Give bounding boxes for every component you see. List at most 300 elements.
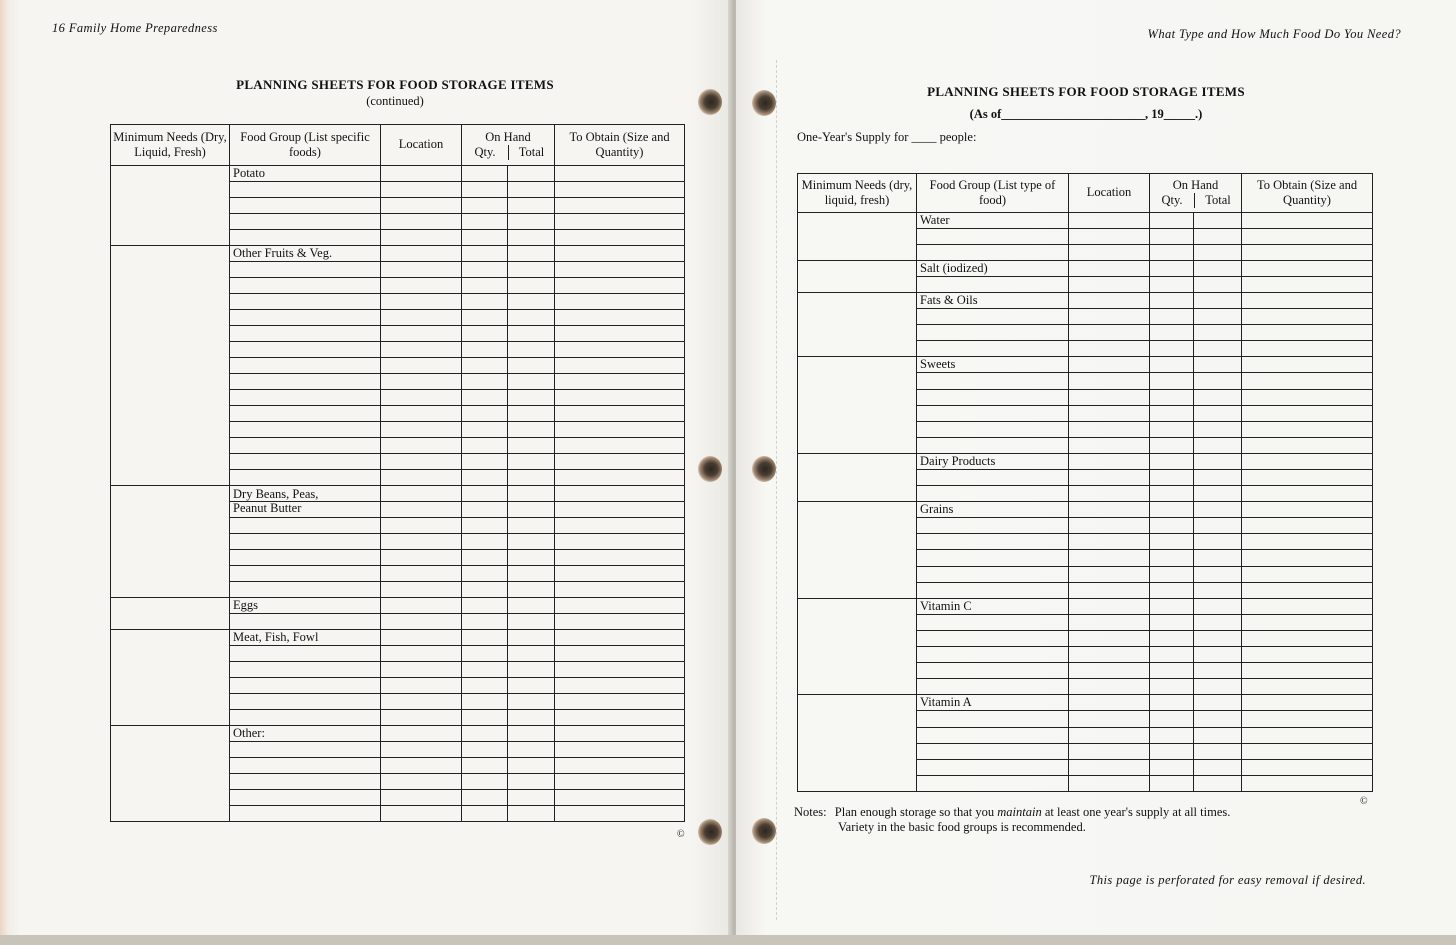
to-obtain-cell[interactable] xyxy=(555,437,685,453)
min-needs-cell[interactable] xyxy=(111,597,230,629)
qty-cell[interactable] xyxy=(1150,566,1194,582)
total-cell[interactable] xyxy=(1194,228,1242,244)
to-obtain-cell[interactable] xyxy=(555,293,685,309)
food-group-cell[interactable] xyxy=(230,725,381,741)
location-cell[interactable] xyxy=(1069,614,1150,630)
total-cell[interactable] xyxy=(508,245,555,261)
food-entry-cell[interactable] xyxy=(230,261,381,277)
min-needs-cell[interactable] xyxy=(111,245,230,485)
total-cell[interactable] xyxy=(508,581,555,597)
location-cell[interactable] xyxy=(381,661,462,677)
total-cell[interactable] xyxy=(1194,292,1242,308)
qty-cell[interactable] xyxy=(462,325,508,341)
total-cell[interactable] xyxy=(1194,518,1242,534)
total-cell[interactable] xyxy=(508,517,555,533)
to-obtain-cell[interactable] xyxy=(1242,276,1373,292)
location-cell[interactable] xyxy=(381,805,462,821)
qty-cell[interactable] xyxy=(462,197,508,213)
to-obtain-cell[interactable] xyxy=(555,629,685,645)
to-obtain-cell[interactable] xyxy=(555,197,685,213)
total-cell[interactable] xyxy=(1194,405,1242,421)
location-cell[interactable] xyxy=(381,197,462,213)
to-obtain-cell[interactable] xyxy=(1242,614,1373,630)
food-entry-cell[interactable] xyxy=(230,677,381,693)
qty-cell[interactable] xyxy=(462,213,508,229)
food-entry-cell[interactable] xyxy=(917,534,1069,550)
qty-cell[interactable] xyxy=(462,597,508,613)
location-cell[interactable] xyxy=(1069,228,1150,244)
food-entry-cell[interactable] xyxy=(230,437,381,453)
qty-cell[interactable] xyxy=(462,517,508,533)
location-cell[interactable] xyxy=(381,469,462,485)
food-entry-cell[interactable] xyxy=(230,197,381,213)
to-obtain-cell[interactable] xyxy=(1242,518,1373,534)
qty-cell[interactable] xyxy=(1150,309,1194,325)
to-obtain-cell[interactable] xyxy=(1242,775,1373,791)
qty-cell[interactable] xyxy=(462,725,508,741)
qty-cell[interactable] xyxy=(462,181,508,197)
to-obtain-cell[interactable] xyxy=(555,389,685,405)
total-cell[interactable] xyxy=(508,613,555,629)
qty-cell[interactable] xyxy=(1150,550,1194,566)
total-cell[interactable] xyxy=(1194,743,1242,759)
location-cell[interactable] xyxy=(1069,260,1150,276)
location-cell[interactable] xyxy=(381,261,462,277)
to-obtain-cell[interactable] xyxy=(1242,228,1373,244)
food-entry-cell[interactable] xyxy=(230,389,381,405)
to-obtain-cell[interactable] xyxy=(555,773,685,789)
total-cell[interactable] xyxy=(508,773,555,789)
total-cell[interactable] xyxy=(508,789,555,805)
to-obtain-cell[interactable] xyxy=(1242,357,1373,373)
total-cell[interactable] xyxy=(1194,260,1242,276)
qty-cell[interactable] xyxy=(462,277,508,293)
location-cell[interactable] xyxy=(381,629,462,645)
total-cell[interactable] xyxy=(508,661,555,677)
food-entry-cell[interactable] xyxy=(230,229,381,245)
food-entry-cell[interactable] xyxy=(230,453,381,469)
food-entry-cell[interactable] xyxy=(230,581,381,597)
location-cell[interactable] xyxy=(381,549,462,565)
qty-cell[interactable] xyxy=(1150,695,1194,711)
food-entry-cell[interactable] xyxy=(917,727,1069,743)
to-obtain-cell[interactable] xyxy=(555,245,685,261)
total-cell[interactable] xyxy=(508,309,555,325)
location-cell[interactable] xyxy=(1069,759,1150,775)
food-entry-cell[interactable] xyxy=(917,405,1069,421)
food-entry-cell[interactable] xyxy=(230,325,381,341)
qty-cell[interactable] xyxy=(1150,212,1194,228)
to-obtain-cell[interactable] xyxy=(1242,711,1373,727)
location-cell[interactable] xyxy=(381,277,462,293)
total-cell[interactable] xyxy=(508,645,555,661)
total-cell[interactable] xyxy=(508,421,555,437)
location-cell[interactable] xyxy=(1069,244,1150,260)
qty-cell[interactable] xyxy=(462,757,508,773)
total-cell[interactable] xyxy=(508,165,555,181)
location-cell[interactable] xyxy=(1069,486,1150,502)
qty-cell[interactable] xyxy=(1150,679,1194,695)
total-cell[interactable] xyxy=(1194,566,1242,582)
qty-cell[interactable] xyxy=(1150,453,1194,469)
to-obtain-cell[interactable] xyxy=(1242,309,1373,325)
total-cell[interactable] xyxy=(1194,373,1242,389)
location-cell[interactable] xyxy=(1069,598,1150,614)
food-entry-cell[interactable] xyxy=(230,565,381,581)
to-obtain-cell[interactable] xyxy=(555,309,685,325)
location-cell[interactable] xyxy=(381,373,462,389)
total-cell[interactable] xyxy=(1194,647,1242,663)
qty-cell[interactable] xyxy=(1150,470,1194,486)
location-cell[interactable] xyxy=(381,773,462,789)
location-cell[interactable] xyxy=(381,645,462,661)
qty-cell[interactable] xyxy=(1150,534,1194,550)
min-needs-cell[interactable] xyxy=(798,212,917,260)
qty-cell[interactable] xyxy=(1150,244,1194,260)
location-cell[interactable] xyxy=(381,181,462,197)
food-entry-cell[interactable] xyxy=(917,566,1069,582)
food-entry-cell[interactable] xyxy=(230,661,381,677)
total-cell[interactable] xyxy=(508,597,555,613)
food-entry-cell[interactable] xyxy=(230,357,381,373)
food-entry-cell[interactable] xyxy=(230,789,381,805)
qty-cell[interactable] xyxy=(462,533,508,549)
qty-cell[interactable] xyxy=(462,341,508,357)
qty-cell[interactable] xyxy=(462,293,508,309)
total-cell[interactable] xyxy=(1194,582,1242,598)
food-entry-cell[interactable] xyxy=(917,437,1069,453)
food-entry-cell[interactable] xyxy=(917,775,1069,791)
food-entry-cell[interactable] xyxy=(917,614,1069,630)
food-entry-cell[interactable] xyxy=(230,421,381,437)
total-cell[interactable] xyxy=(1194,486,1242,502)
to-obtain-cell[interactable] xyxy=(555,325,685,341)
total-cell[interactable] xyxy=(508,437,555,453)
qty-cell[interactable] xyxy=(1150,341,1194,357)
to-obtain-cell[interactable] xyxy=(555,181,685,197)
food-entry-cell[interactable] xyxy=(230,405,381,421)
location-cell[interactable] xyxy=(1069,550,1150,566)
to-obtain-cell[interactable] xyxy=(1242,421,1373,437)
location-cell[interactable] xyxy=(1069,470,1150,486)
location-cell[interactable] xyxy=(381,789,462,805)
food-entry-cell[interactable] xyxy=(230,517,381,533)
total-cell[interactable] xyxy=(1194,470,1242,486)
food-group-cell[interactable] xyxy=(230,245,381,261)
location-cell[interactable] xyxy=(1069,357,1150,373)
food-entry-cell[interactable] xyxy=(230,709,381,725)
min-needs-cell[interactable] xyxy=(798,598,917,695)
total-cell[interactable] xyxy=(508,277,555,293)
to-obtain-cell[interactable] xyxy=(555,597,685,613)
qty-cell[interactable] xyxy=(1150,373,1194,389)
food-entry-cell[interactable] xyxy=(230,309,381,325)
total-cell[interactable] xyxy=(1194,357,1242,373)
food-entry-cell[interactable] xyxy=(230,181,381,197)
to-obtain-cell[interactable] xyxy=(555,229,685,245)
location-cell[interactable] xyxy=(381,165,462,181)
location-cell[interactable] xyxy=(381,693,462,709)
food-entry-cell[interactable] xyxy=(230,213,381,229)
to-obtain-cell[interactable] xyxy=(555,261,685,277)
to-obtain-cell[interactable] xyxy=(555,357,685,373)
qty-cell[interactable] xyxy=(1150,614,1194,630)
qty-cell[interactable] xyxy=(462,405,508,421)
qty-cell[interactable] xyxy=(462,645,508,661)
food-entry-cell[interactable] xyxy=(230,645,381,661)
to-obtain-cell[interactable] xyxy=(1242,373,1373,389)
food-entry-cell[interactable] xyxy=(917,582,1069,598)
total-cell[interactable] xyxy=(1194,550,1242,566)
to-obtain-cell[interactable] xyxy=(555,277,685,293)
to-obtain-cell[interactable] xyxy=(555,741,685,757)
qty-cell[interactable] xyxy=(462,677,508,693)
total-cell[interactable] xyxy=(1194,727,1242,743)
to-obtain-cell[interactable] xyxy=(555,677,685,693)
location-cell[interactable] xyxy=(1069,534,1150,550)
to-obtain-cell[interactable] xyxy=(555,165,685,181)
to-obtain-cell[interactable] xyxy=(1242,486,1373,502)
to-obtain-cell[interactable] xyxy=(555,565,685,581)
total-cell[interactable] xyxy=(508,677,555,693)
location-cell[interactable] xyxy=(1069,502,1150,518)
total-cell[interactable] xyxy=(508,725,555,741)
total-cell[interactable] xyxy=(508,181,555,197)
total-cell[interactable] xyxy=(1194,502,1242,518)
location-cell[interactable] xyxy=(1069,663,1150,679)
to-obtain-cell[interactable] xyxy=(1242,341,1373,357)
location-cell[interactable] xyxy=(381,741,462,757)
food-entry-cell[interactable] xyxy=(230,373,381,389)
food-entry-cell[interactable] xyxy=(917,743,1069,759)
to-obtain-cell[interactable] xyxy=(555,517,685,533)
total-cell[interactable] xyxy=(508,261,555,277)
location-cell[interactable] xyxy=(1069,775,1150,791)
food-group-cell[interactable] xyxy=(917,357,1069,373)
to-obtain-cell[interactable] xyxy=(555,757,685,773)
total-cell[interactable] xyxy=(1194,663,1242,679)
qty-cell[interactable] xyxy=(1150,405,1194,421)
total-cell[interactable] xyxy=(508,565,555,581)
food-group-cell[interactable] xyxy=(917,502,1069,518)
qty-cell[interactable] xyxy=(462,581,508,597)
total-cell[interactable] xyxy=(508,389,555,405)
total-cell[interactable] xyxy=(1194,276,1242,292)
qty-cell[interactable] xyxy=(462,549,508,565)
food-entry-cell[interactable] xyxy=(917,663,1069,679)
location-cell[interactable] xyxy=(381,581,462,597)
qty-cell[interactable] xyxy=(462,629,508,645)
food-group-cell[interactable] xyxy=(230,165,381,181)
to-obtain-cell[interactable] xyxy=(1242,727,1373,743)
total-cell[interactable] xyxy=(508,405,555,421)
food-entry-cell[interactable] xyxy=(230,277,381,293)
location-cell[interactable] xyxy=(1069,743,1150,759)
min-needs-cell[interactable] xyxy=(798,260,917,292)
to-obtain-cell[interactable] xyxy=(1242,244,1373,260)
qty-cell[interactable] xyxy=(462,501,508,517)
min-needs-cell[interactable] xyxy=(798,502,917,599)
location-cell[interactable] xyxy=(381,245,462,261)
to-obtain-cell[interactable] xyxy=(1242,437,1373,453)
food-entry-cell[interactable] xyxy=(917,276,1069,292)
total-cell[interactable] xyxy=(1194,534,1242,550)
qty-cell[interactable] xyxy=(1150,357,1194,373)
location-cell[interactable] xyxy=(1069,711,1150,727)
to-obtain-cell[interactable] xyxy=(555,213,685,229)
total-cell[interactable] xyxy=(508,533,555,549)
qty-cell[interactable] xyxy=(462,261,508,277)
location-cell[interactable] xyxy=(1069,647,1150,663)
to-obtain-cell[interactable] xyxy=(1242,389,1373,405)
location-cell[interactable] xyxy=(381,517,462,533)
total-cell[interactable] xyxy=(508,709,555,725)
qty-cell[interactable] xyxy=(462,229,508,245)
food-group-cell[interactable] xyxy=(917,292,1069,308)
qty-cell[interactable] xyxy=(462,469,508,485)
to-obtain-cell[interactable] xyxy=(1242,759,1373,775)
food-entry-cell[interactable] xyxy=(917,679,1069,695)
total-cell[interactable] xyxy=(1194,453,1242,469)
food-entry-cell[interactable] xyxy=(230,613,381,629)
total-cell[interactable] xyxy=(508,501,555,517)
to-obtain-cell[interactable] xyxy=(555,453,685,469)
to-obtain-cell[interactable] xyxy=(1242,260,1373,276)
min-needs-cell[interactable] xyxy=(798,695,917,792)
total-cell[interactable] xyxy=(508,549,555,565)
to-obtain-cell[interactable] xyxy=(555,469,685,485)
to-obtain-cell[interactable] xyxy=(555,693,685,709)
location-cell[interactable] xyxy=(1069,292,1150,308)
location-cell[interactable] xyxy=(381,725,462,741)
to-obtain-cell[interactable] xyxy=(1242,566,1373,582)
to-obtain-cell[interactable] xyxy=(555,661,685,677)
to-obtain-cell[interactable] xyxy=(555,421,685,437)
location-cell[interactable] xyxy=(381,405,462,421)
min-needs-cell[interactable] xyxy=(798,292,917,356)
location-cell[interactable] xyxy=(381,677,462,693)
to-obtain-cell[interactable] xyxy=(555,405,685,421)
to-obtain-cell[interactable] xyxy=(555,645,685,661)
min-needs-cell[interactable] xyxy=(798,453,917,501)
food-entry-cell[interactable] xyxy=(230,549,381,565)
to-obtain-cell[interactable] xyxy=(555,709,685,725)
food-entry-cell[interactable] xyxy=(230,469,381,485)
food-group-cell[interactable] xyxy=(917,598,1069,614)
qty-cell[interactable] xyxy=(1150,711,1194,727)
min-needs-cell[interactable] xyxy=(111,725,230,821)
location-cell[interactable] xyxy=(381,533,462,549)
location-cell[interactable] xyxy=(381,613,462,629)
qty-cell[interactable] xyxy=(1150,759,1194,775)
qty-cell[interactable] xyxy=(462,357,508,373)
location-cell[interactable] xyxy=(381,309,462,325)
to-obtain-cell[interactable] xyxy=(555,789,685,805)
food-entry-cell[interactable] xyxy=(917,341,1069,357)
to-obtain-cell[interactable] xyxy=(1242,534,1373,550)
food-entry-cell[interactable] xyxy=(917,711,1069,727)
qty-cell[interactable] xyxy=(1150,292,1194,308)
food-group-cell[interactable] xyxy=(917,212,1069,228)
location-cell[interactable] xyxy=(381,293,462,309)
qty-cell[interactable] xyxy=(462,805,508,821)
total-cell[interactable] xyxy=(508,325,555,341)
food-entry-cell[interactable] xyxy=(230,293,381,309)
location-cell[interactable] xyxy=(1069,727,1150,743)
to-obtain-cell[interactable] xyxy=(555,485,685,501)
location-cell[interactable] xyxy=(1069,453,1150,469)
total-cell[interactable] xyxy=(1194,325,1242,341)
food-entry-cell[interactable] xyxy=(917,309,1069,325)
food-entry-cell[interactable] xyxy=(917,550,1069,566)
to-obtain-cell[interactable] xyxy=(1242,453,1373,469)
qty-cell[interactable] xyxy=(462,485,508,501)
food-entry-cell[interactable] xyxy=(917,389,1069,405)
food-entry-cell[interactable] xyxy=(917,421,1069,437)
food-group-cell[interactable] xyxy=(230,485,381,515)
total-cell[interactable] xyxy=(508,757,555,773)
location-cell[interactable] xyxy=(1069,518,1150,534)
food-entry-cell[interactable] xyxy=(230,341,381,357)
location-cell[interactable] xyxy=(381,485,462,501)
qty-cell[interactable] xyxy=(462,373,508,389)
qty-cell[interactable] xyxy=(462,389,508,405)
location-cell[interactable] xyxy=(381,709,462,725)
food-entry-cell[interactable] xyxy=(917,244,1069,260)
to-obtain-cell[interactable] xyxy=(1242,695,1373,711)
qty-cell[interactable] xyxy=(1150,518,1194,534)
location-cell[interactable] xyxy=(1069,212,1150,228)
total-cell[interactable] xyxy=(1194,775,1242,791)
location-cell[interactable] xyxy=(1069,566,1150,582)
location-cell[interactable] xyxy=(1069,405,1150,421)
location-cell[interactable] xyxy=(1069,695,1150,711)
food-group-cell[interactable] xyxy=(230,597,381,613)
location-cell[interactable] xyxy=(381,325,462,341)
total-cell[interactable] xyxy=(1194,695,1242,711)
total-cell[interactable] xyxy=(508,469,555,485)
qty-cell[interactable] xyxy=(462,741,508,757)
food-entry-cell[interactable] xyxy=(917,759,1069,775)
qty-cell[interactable] xyxy=(462,421,508,437)
location-cell[interactable] xyxy=(1069,630,1150,646)
to-obtain-cell[interactable] xyxy=(1242,663,1373,679)
location-cell[interactable] xyxy=(381,421,462,437)
food-entry-cell[interactable] xyxy=(917,630,1069,646)
total-cell[interactable] xyxy=(508,693,555,709)
to-obtain-cell[interactable] xyxy=(1242,502,1373,518)
total-cell[interactable] xyxy=(508,357,555,373)
to-obtain-cell[interactable] xyxy=(555,533,685,549)
qty-cell[interactable] xyxy=(462,709,508,725)
to-obtain-cell[interactable] xyxy=(1242,292,1373,308)
food-entry-cell[interactable] xyxy=(917,470,1069,486)
to-obtain-cell[interactable] xyxy=(1242,405,1373,421)
food-entry-cell[interactable] xyxy=(230,533,381,549)
total-cell[interactable] xyxy=(1194,679,1242,695)
to-obtain-cell[interactable] xyxy=(555,613,685,629)
location-cell[interactable] xyxy=(381,453,462,469)
total-cell[interactable] xyxy=(508,805,555,821)
qty-cell[interactable] xyxy=(462,165,508,181)
food-entry-cell[interactable] xyxy=(917,228,1069,244)
food-entry-cell[interactable] xyxy=(917,518,1069,534)
to-obtain-cell[interactable] xyxy=(1242,582,1373,598)
location-cell[interactable] xyxy=(381,501,462,517)
total-cell[interactable] xyxy=(508,453,555,469)
total-cell[interactable] xyxy=(1194,598,1242,614)
location-cell[interactable] xyxy=(381,389,462,405)
